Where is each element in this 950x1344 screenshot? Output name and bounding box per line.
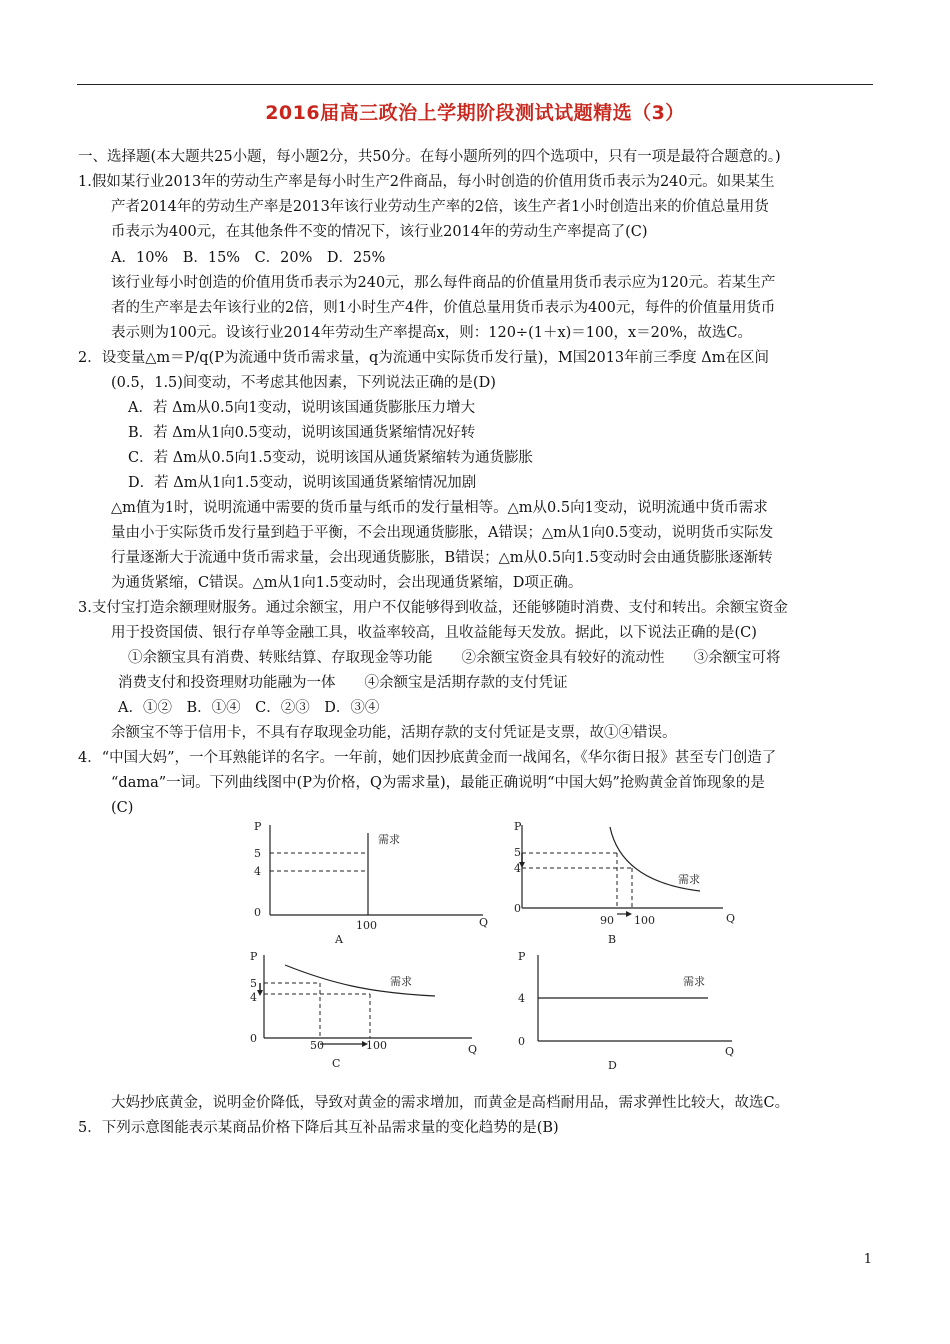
q2-stem: 2．设变量△m＝P/q(P为流通中货币需求量，q为流通中实际货币发行量)，M国2013年前三季度 Δm在区间	[78, 350, 769, 366]
origin-label: 0	[254, 906, 261, 919]
demand-label: 需求	[678, 873, 700, 886]
section-heading: 一、选择题(本大题共25小题，每小题2分，共50分。在每小题所列的四个选项中，只有一项是最符合题意的。)	[78, 149, 781, 165]
tick-label: 5	[250, 977, 257, 990]
chart-a	[240, 815, 500, 945]
tick-label: 100	[366, 1039, 387, 1052]
q4-explanation: 大妈抄底黄金，说明金价降低，导致对黄金的需求增加，而黄金是高档耐用品，需求弹性比较大，故选C。	[111, 1095, 790, 1111]
tick-label: 5	[514, 846, 521, 859]
q2-stem: (0.5，1.5)间变动，不考虑其他因素，下列说法正确的是(D)	[111, 375, 496, 391]
chart-b	[500, 815, 750, 945]
chart-id: A	[335, 933, 343, 945]
tick-label: 100	[634, 914, 655, 927]
arrow-head	[626, 911, 632, 917]
origin-label: 0	[250, 1032, 257, 1045]
q4-stem: (C)	[111, 800, 134, 816]
chart-id: C	[332, 1057, 341, 1070]
q3-options: A．①② B．①④ C．②③ D．③④	[118, 700, 380, 716]
top-rule	[77, 84, 873, 85]
tick-label: 4	[514, 862, 521, 875]
q5-stem: 5．下列示意图能表示某商品价格下降后其互补品需求量的变化趋势的是(B)	[78, 1120, 559, 1136]
q4-stem: “dama”一词。下列曲线图中(P为价格，Q为需求量)，最能正确说明“中国大妈”抢购黄金首饰现象的是	[111, 775, 765, 791]
page-number: 1	[863, 1252, 872, 1267]
tick-label: 50	[310, 1039, 324, 1052]
tick-label: 100	[356, 919, 377, 932]
q2-option-d: D．若 Δm从1向1.5变动，说明该国通货紧缩情况加剧	[128, 475, 477, 491]
p-label: P	[514, 820, 522, 833]
q-label: Q	[479, 916, 489, 929]
tick-label: 90	[600, 914, 614, 927]
q1-stem: 1.假如某行业2013年的劳动生产率是每小时生产2件商品，每小时创造的价值用货币表示为240元。如果某生	[78, 174, 775, 190]
demand-label: 需求	[390, 975, 412, 988]
q1-stem: 产者2014年的劳动生产率是2013年该行业劳动生产率的2倍，该生产者1小时创造出来的价值总量用货	[111, 199, 769, 215]
chart-c	[240, 945, 500, 1075]
chart-id: B	[608, 933, 617, 945]
q2-explanation: 行量逐渐大于流通中货币需求量，会出现通货膨胀，B错误；△m从0.5向1.5变动时会由通货膨胀逐渐转	[111, 550, 773, 566]
chart-id: D	[608, 1059, 617, 1072]
arrow-head	[257, 990, 263, 996]
q1-stem: 币表示为400元，在其他条件不变的情况下，该行业2014年的劳动生产率提高了(C)	[111, 224, 648, 240]
q3-statements: 消费支付和投资理财功能融为一体 ④余额宝是活期存款的支付凭证	[118, 675, 568, 691]
tick-label: 4	[518, 992, 525, 1005]
tick-label: 4	[250, 991, 257, 1004]
q4-stem: 4．“中国大妈”，一个耳熟能详的名字。一年前，她们因抄底黄金而一战闻名，《华尔街日报》甚至专门创造了	[78, 750, 777, 766]
demand-curve	[285, 965, 435, 996]
page-title: 2016届高三政治上学期阶段测试试题精选（3）	[265, 102, 685, 124]
q2-option-a: A．若 Δm从0.5向1变动，说明该国通货膨胀压力增大	[128, 400, 476, 416]
tick-label: 4	[254, 865, 261, 878]
q2-option-b: B．若 Δm从1向0.5变动，说明该国通货紧缩情况好转	[128, 425, 476, 441]
q-label: Q	[725, 1045, 735, 1058]
q2-option-c: C．若 Δm从0.5向1.5变动，说明该国从通货紧缩转为通货膨胀	[128, 450, 534, 466]
q1-options: A．10% B．15% C．20% D．25%	[111, 250, 386, 266]
origin-label: 0	[514, 902, 521, 915]
q3-stem: 用于投资国债、银行存单等金融工具，收益率较高，且收益能每天发放。据此，以下说法正确的是(C)	[111, 625, 757, 641]
q-label: Q	[726, 912, 736, 925]
q2-explanation: △m值为1时，说明流通中需要的货币量与纸币的发行量相等。△m从0.5向1变动，说明流通中货币需求	[111, 500, 768, 516]
q3-statements: ①余额宝具有消费、转账结算、存取现金等功能 ②余额宝资金具有较好的流动性 ③余额宝可将	[128, 650, 781, 666]
q-label: Q	[468, 1043, 478, 1056]
p-label: P	[518, 950, 526, 963]
q2-explanation: 量由小于实际货币发行量到趋于平衡，不会出现通货膨胀，A错误；△m从1向0.5变动，说明货币实际发	[111, 525, 774, 541]
q3-explanation: 余额宝不等于信用卡，不具有存取现金功能，活期存款的支付凭证是支票，故①④错误。	[111, 725, 677, 741]
q1-explanation: 者的生产率是去年该行业的2倍，则1小时生产4件，价值总量用货币表示为400元，每件的价值量用货币	[111, 300, 776, 316]
p-label: P	[254, 820, 262, 833]
chart-d	[500, 945, 750, 1075]
demand-label: 需求	[683, 975, 705, 988]
q2-explanation: 为通货紧缩，C错误。△m从1向1.5变动时，会出现通货紧缩，D项正确。	[111, 575, 583, 591]
q1-explanation: 表示则为100元。设该行业2014年劳动生产率提高x，则：120÷(1＋x)＝100，x＝20%，故选C。	[111, 325, 752, 341]
q3-stem: 3.支付宝打造余额理财服务。通过余额宝，用户不仅能够得到收益，还能够随时消费、支付和转出。余额宝资金	[78, 600, 788, 616]
tick-label: 5	[254, 847, 261, 860]
demand-label: 需求	[378, 833, 400, 846]
q1-explanation: 该行业每小时创造的价值用货币表示为240元，那么每件商品的价值量用货币表示应为120元。若某生产	[111, 275, 776, 291]
p-label: P	[250, 950, 258, 963]
origin-label: 0	[518, 1035, 525, 1048]
